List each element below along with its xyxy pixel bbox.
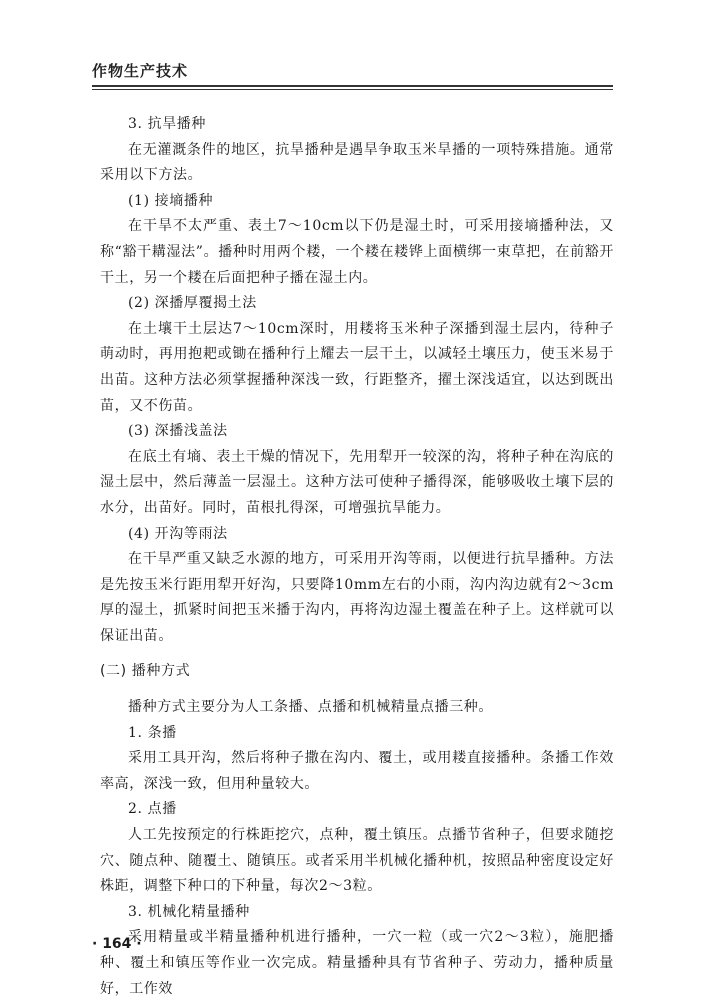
paragraph-hill-sowing: 人工先按预定的行株距挖穴，点种，覆土镇压。点播节省种子，但要求随挖穴、随点种、随覆土、随镇压。或者采用半机械化播种机，按照品种密度设定好株距，调整下种口的下种量，每次2～3粒。: [100, 827, 614, 895]
section-title-sowing-methods: (二) 播种方式: [100, 663, 191, 680]
page-body: [100, 112, 614, 1002]
subheading-deep-shallow: (3) 深播浅盖法: [128, 423, 228, 440]
header-rule-thick: [92, 85, 613, 87]
paragraph-drought-intro: 在无灌溉条件的地区，抗旱播种是遇旱争取玉米旱播的一项特殊措施。通常采用以下方法。: [100, 141, 614, 184]
subheading-deep-cover: (2) 深播厚覆揭土法: [128, 295, 257, 312]
subheading-furrow-rain: (4) 开沟等雨法: [128, 525, 228, 542]
paragraph-moisture-sowing: 在干旱不太严重、表土7～10cm以下仍是湿土时，可采用接墒播种法，又称“豁干耩湿法”。播种时用两个耧，一个耧在耧铧上面横绑一束草把，在前豁开干土，另一个耧在后面把种子播在湿土内。: [100, 218, 614, 286]
paragraph-drill-sowing: 采用工具开沟，然后将种子撒在沟内、覆土，或用耧直接播种。条播工作效率高，深浅一致，但用种量较大。: [100, 750, 614, 792]
page-number: · 164 ·: [92, 936, 142, 952]
paragraph-precision-sowing: 采用精量或半精量播种机进行播种，一穴一粒（或一穴2～3粒），施肥播种、覆土和镇压等作业一次完成。精量播种具有节省种子、劳动力，播种质量好，工作效: [100, 929, 614, 997]
running-header-title: 作物生产技术: [92, 62, 189, 80]
header-rule-thin: [92, 89, 613, 90]
subheading-drought-sowing: 3. 抗旱播种: [128, 116, 207, 132]
paragraph-furrow-rain: 在干旱严重又缺乏水源的地方，可采用开沟等雨，以便进行抗旱播种。方法是先按玉米行距用犁开好沟，只要降10mm左右的小雨，沟内沟边就有2～3cm厚的湿土，抓紧时间把玉米播于沟内，再将沟边湿土覆盖在种子上。这样就可以保证出苗。: [100, 551, 614, 644]
subheading-drill-sowing: 1. 条播: [128, 724, 177, 741]
subheading-moisture-sowing: (1) 接墒播种: [128, 192, 214, 209]
paragraph-deep-cover: 在土壤干土层达7～10cm深时，用耧将玉米种子深播到湿土层内，待种子萌动时，再用抱耙或锄在播种行上耀去一层干土，以减轻土壤压力，使玉米易于出苗。这种方法必须掌握播种深浅一致，行距整齐，擢土深浅适宜，以达到既出苗，又不伤苗。: [100, 320, 614, 414]
paragraph-deep-shallow: 在底土有墒、表土干燥的情况下，先用犁开一较深的沟，将种子种在沟底的湿土层中，然后薄盖一层湿土。这种方法可使种子播得深，能够吸收土壤下层的水分，出苗好。同时，苗根扎得深，可增强抗旱能力。: [100, 448, 614, 516]
paragraph-methods-intro: 播种方式主要分为人工条播、点播和机械精量点播三种。: [128, 699, 493, 716]
subheading-precision-sowing: 3. 机械化精量播种: [128, 903, 250, 920]
subheading-hill-sowing: 2. 点播: [128, 801, 177, 818]
